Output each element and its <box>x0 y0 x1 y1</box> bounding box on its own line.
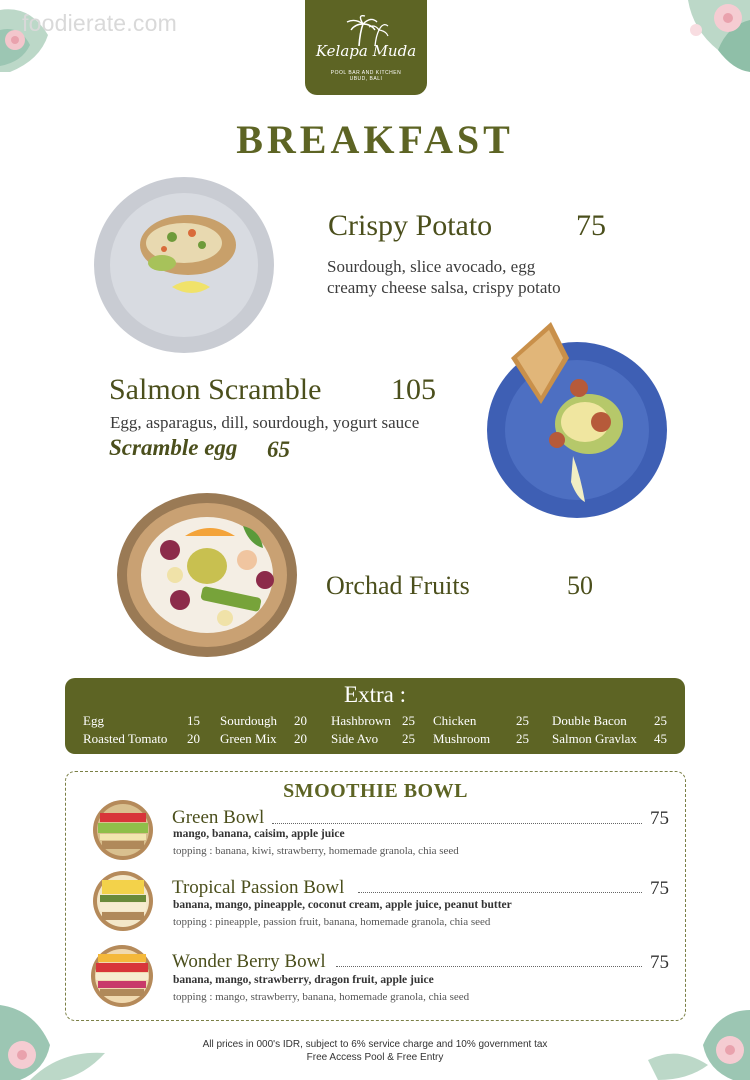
extra-item-price: 25 <box>402 713 415 728</box>
dish-name: Crispy Potato <box>328 209 493 242</box>
page-title: BREAKFAST <box>236 117 514 162</box>
footer-note: Free Access Pool & Free Entry <box>306 1052 444 1063</box>
extra-box <box>65 678 685 754</box>
extra-title: Extra : <box>344 682 406 707</box>
wonder-berry-bowl-photo <box>90 944 154 1008</box>
sub-item-price: 65 <box>267 437 290 462</box>
dish-name: Salmon Scramble <box>109 373 322 406</box>
extra-item-price: 20 <box>187 731 200 746</box>
extra-item-name: Roasted Tomato <box>83 731 168 746</box>
bowl-ingredients: banana, mango, pineapple, coconut cream, apple juice, peanut butter <box>173 899 512 911</box>
extra-item-name: Green Mix <box>220 731 277 746</box>
orchad-fruits-photo <box>115 490 300 660</box>
bowl-ingredients: mango, banana, caisim, apple juice <box>173 828 345 840</box>
bowl-name: Green Bowl <box>172 807 265 828</box>
bowl-ingredients: banana, mango, strawberry, dragon fruit, apple juice <box>173 974 434 986</box>
dot-leader <box>272 823 642 824</box>
bowl-topping: topping : mango, strawberry, banana, homemade granola, chia seed <box>173 991 470 1003</box>
extra-item-price: 25 <box>516 731 529 746</box>
bowl-name: Wonder Berry Bowl <box>172 951 326 972</box>
dish-price: 50 <box>567 571 593 600</box>
dish-name: Orchad Fruits <box>326 571 470 600</box>
extra-item-price: 20 <box>294 713 307 728</box>
dish-price: 75 <box>576 209 606 242</box>
extra-item-price: 45 <box>654 731 667 746</box>
logo-tagline: POOL BAR AND KITCHEN UBUD, BALI <box>330 70 402 82</box>
green-bowl-photo <box>92 799 154 861</box>
extra-item-price: 25 <box>402 731 415 746</box>
crispy-potato-photo <box>92 175 276 355</box>
extra-item-name: Hashbrown <box>331 713 391 728</box>
extra-item-name: Mushroom <box>433 731 491 746</box>
dish-description: Sourdough, slice avocado, egg creamy cheese salsa, crispy potato <box>327 257 561 297</box>
logo-brand: Kelapa Muda <box>315 42 417 60</box>
extra-item-price: 20 <box>294 731 307 746</box>
extra-item-name: Sourdough <box>220 713 278 728</box>
extra-item-name: Salmon Gravlax <box>552 731 637 746</box>
bowl-topping: topping : pineapple, passion fruit, banana, homemade granola, chia seed <box>173 916 491 928</box>
salmon-scramble-photo <box>481 318 671 520</box>
dish-price: 105 <box>391 373 436 406</box>
smoothie-title: SMOOTHIE BOWL <box>283 780 468 802</box>
bowl-topping: topping : banana, kiwi, strawberry, homemade granola, chia seed <box>173 845 459 857</box>
extra-item-price: 25 <box>516 713 529 728</box>
bowl-price: 75 <box>650 808 669 829</box>
watermark: foodierate.com <box>22 10 177 36</box>
bowl-name: Tropical Passion Bowl <box>172 877 345 898</box>
logo <box>305 0 427 95</box>
extra-item-name: Chicken <box>433 713 477 728</box>
extra-item-name: Side Avo <box>331 731 379 746</box>
tropical-leaves-top-right <box>648 0 750 75</box>
dot-leader <box>336 966 642 967</box>
extra-item-name: Egg <box>83 713 104 728</box>
extra-item-price: 15 <box>187 713 200 728</box>
footer-note: All prices in 000's IDR, subject to 6% service charge and 10% government tax <box>202 1039 548 1050</box>
bowl-price: 75 <box>650 952 669 973</box>
bowl-price: 75 <box>650 878 669 899</box>
smoothie-bowl-section <box>65 771 686 1021</box>
dish-description: Egg, asparagus, dill, sourdough, yogurt sauce <box>110 413 420 432</box>
dot-leader <box>358 892 642 893</box>
extra-item-name: Double Bacon <box>552 713 627 728</box>
tropical-passion-bowl-photo <box>92 870 154 932</box>
sub-item-name: Scramble egg <box>109 435 238 460</box>
extra-item-price: 25 <box>654 713 667 728</box>
